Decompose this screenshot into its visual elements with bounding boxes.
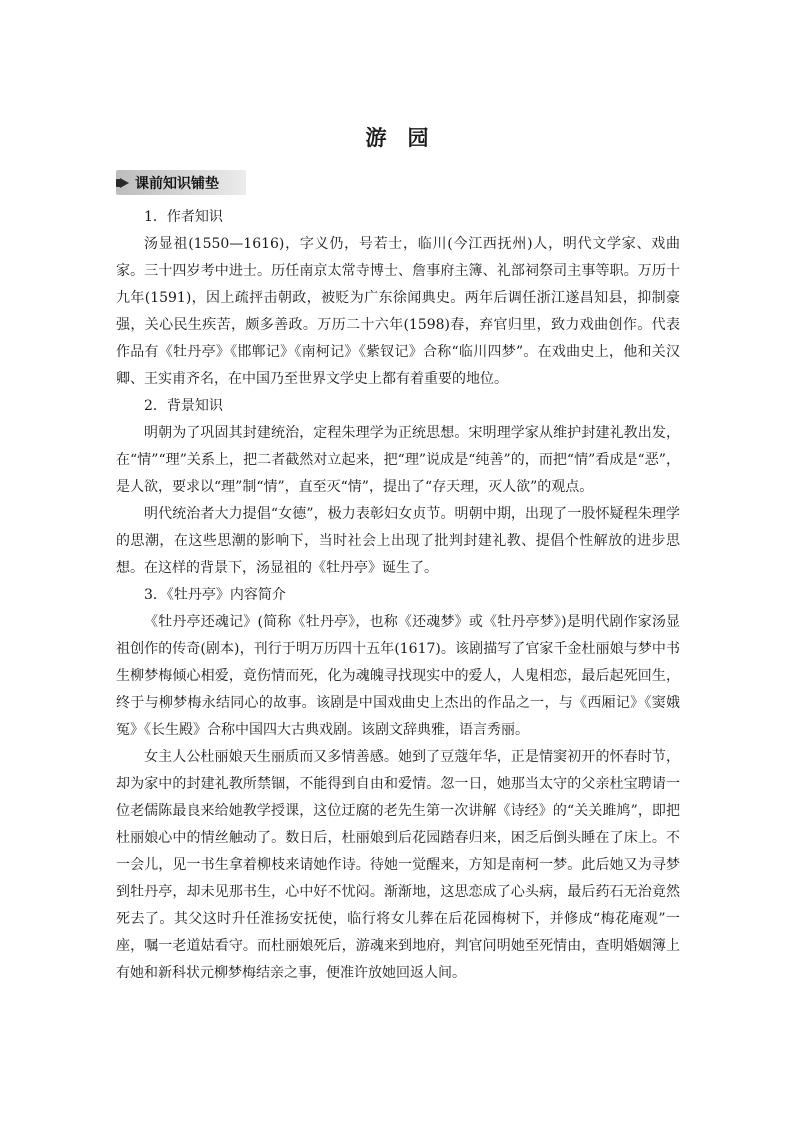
paragraph-summary-2: 女主人公杜丽娘天生丽质而又多情善感。她到了豆蔻年华，正是情窦初开的怀春时节，却为家中的封建礼教所禁锢，不能得到自由和爱情。忽一日，她那当太守的父亲杜宝聘请一位老儒陈最良来给她教学授课，这位迂腐的老先生第一次讲解《诗经》的“关关雎鸠”，即把杜丽娘心中的情丝触动了。数日后，杜丽娘到后花园踏春归来，困乏后倒头睡在了床上。不一会儿，见一书生拿着柳枝来请她作诗。待她一觉醒来，方知是南柯一梦。此后她又为寻梦到牡丹亭，却未见那书生，心中好不忧闷。渐渐地，这思恋成了心头病，最后药石无治竟然死去了。其父这时升任淮扬安抚使，临行将女儿葬在后花园梅树下，并修成“梅花庵观”一座，嘱一老道姑看守。而杜丽娘死后，游魂来到地府，判官问明她至死情由，查明婚姻簿上有她和新科状元柳梦梅结亲之事，便准许放她回返人间。 [116,749,680,981]
item-heading-author: 1．作者知识 [144,209,223,225]
item-heading-background: 2．背景知识 [144,398,223,414]
paragraph-summary-1: 《牡丹亭还魂记》(简称《牡丹亭》，也称《还魂梦》或《牡丹亭梦》)是明代剧作家汤显祖创作的传奇(剧本)，刊行于明万历四十五年(1617)。该剧描写了官家千金杜丽娘与梦中书生柳梦梅倾心相爱，竟伤情而死，化为魂魄寻找现实中的爱人，人鬼相恋，最后起死回生，终于与柳梦梅永结同心的故事。该剧是中国戏曲史上杰出的作品之一，与《西厢记》《窦娥冤》《长生殿》合称中国四大古典戏剧。该剧文辞典雅，语言秀丽。 [116,614,680,738]
paragraph-background-1: 明朝为了巩固其封建统治，定程朱理学为正统思想。宋明理学家从维护封建礼教出发，在“情”“理”关系上，把二者截然对立起来，把“理”说成是“纯善”的，而把“情”看成是“恶”，是人欲，要求以“理”制“情”，直至灭“情”，提出了“存天理，灭人欲”的观点。 [116,425,680,495]
item-heading-summary: 3．《牡丹亭》内容简介 [144,587,286,603]
section-label: 课前知识铺垫 [135,176,219,192]
section-header [116,170,246,195]
body-text [116,204,680,987]
page-title: 游 园 [365,126,429,150]
paragraph-background-2: 明代统治者大力提倡“女德”，极力表彰妇女贞节。明朝中期，出现了一股怀疑程朱理学的思潮，在这些思潮的影响下，当时社会上出现了批判封建礼教、提倡个性解放的进步思想。在这样的背景下，汤显祖的《牡丹亭》诞生了。 [116,506,680,576]
paragraph-author: 汤显祖(1550—1616)，字义仍，号若士，临川(今江西抚州)人，明代文学家、戏曲家。三十四岁考中进士。历任南京太常寺博士、詹事府主簿、礼部祠祭司主事等职。万历十九年(1591)，因上疏抨击朝政，被贬为广东徐闻典史。两年后调任浙江遂昌知县，抑制豪强，关心民生疾苦，颇多善政。万历二十六年(1598)春，弃官归里，致力戏曲创作。代表作品有《牡丹亭》《邯郸记》《南柯记》《紫钗记》合称“临川四梦”。在戏曲史上，他和关汉卿、王实甫齐名，在中国乃至世界文学史上都有着重要的地位。 [116,236,680,387]
arrow-head-icon [120,178,129,188]
